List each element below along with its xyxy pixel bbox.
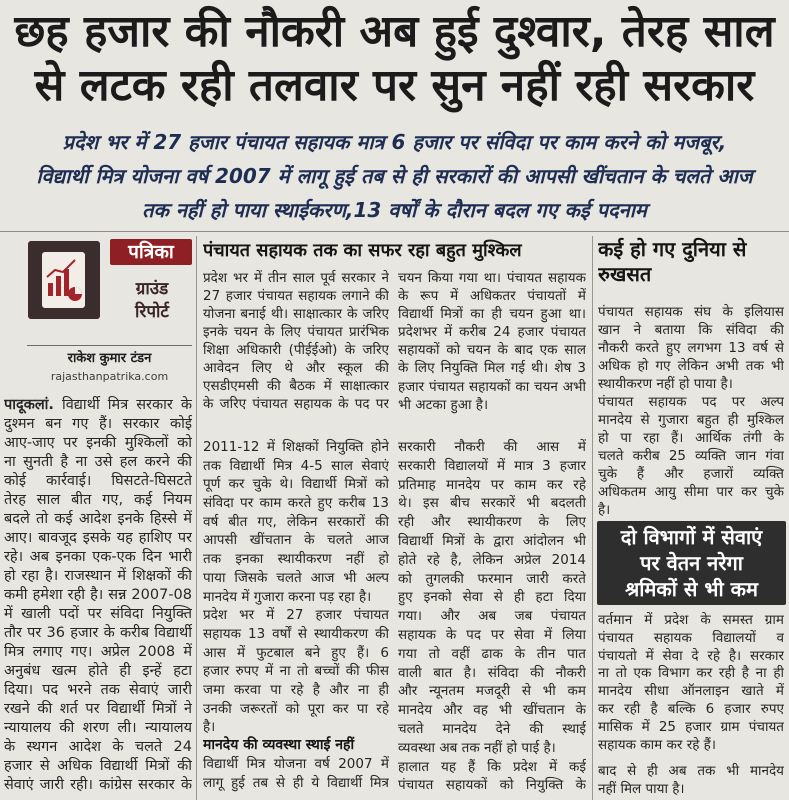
text-line: हजार रुपए में ना तो बच्चों की फीस [203,663,389,680]
text-line: चुके हैं और हजारों व्यक्ति [598,466,784,482]
text-line: उनकी जरूरतों को पूरा कर पा रहे [203,700,389,717]
column-4-bottom [598,762,784,800]
text-line: प्रदेश भर में 27 हजार पंचायत [203,607,389,624]
text-line: सहायक 13 वर्षों से स्थायीकरण की [203,625,389,642]
text-line: सहायक के पद पर सेवा में लिया [398,626,586,643]
text-line: प्रदेशभर में करीब 24 हजार पंचायत [398,324,586,341]
text-line: हालात यह हैं कि प्रदेश में कई [398,758,586,775]
text-line: आस में फुटबाल बने हुए हैं। 6 [203,644,389,661]
text-line: के जरिए पंचायत सहायक के पद पर [203,396,389,412]
section-label-line: रिपोर्ट [135,302,169,322]
byline-divider [27,345,192,346]
text-line: दुश्मन बन गए हैं। सरकार कोई [4,416,192,432]
text-line: शिक्षा अधिकारी (पीईईओ) के जरिए [203,342,389,358]
text-line: मित्र लगाए गए। अप्रेल 2008 में [4,644,192,660]
text-line: 2011-12 में शिक्षकों नियुक्ति होने [203,439,389,455]
text-line: पंचायत सहायक विद्यालयों व [598,629,784,646]
text-line: रखने की शर्त पर विद्यार्थी मित्रों ने [4,701,192,717]
text-line: और न्यूनतम मजदूरी से भी कम [398,683,586,700]
text-line: अनुबंध खत्म होते ही इन्हें हटा [4,663,192,679]
dateline: पादूकलां. [4,397,54,413]
text-line: में खाली पदों पर संविदा नियुक्ति [4,606,192,622]
text-line: मानदेय में गुजारा करना पड़ रहा है। [203,588,372,605]
text-line: आवेदन लिए थे और स्कूल की [203,360,389,376]
article-body [203,438,389,736]
column-divider [592,236,593,800]
text-line: तौर पर 36 हजार के करीब विद्यार्थी [4,625,192,641]
headline-line: छह हजार की नौकरी अब हुई दुश्वार, तेरह साल [14,6,775,57]
text-line: है। [203,719,216,736]
column-3-bottom [398,438,586,800]
text-line: 27 हजार पंचायत सहायक लगाने की [203,288,389,304]
column-divider [196,236,197,800]
text-line: हजार पंचायत सहायकों का चयन अभी [398,378,586,395]
column-2-bottom [203,755,389,800]
section-label-line: ग्राउंड [135,279,169,299]
text-line: अधिक हो गए लेकिन अभी तक भी [598,358,784,374]
column-3-top [398,269,586,421]
column-2-top [203,269,389,421]
text-line: इनके चयन के लिए पंचायत प्रारंभिक [203,324,389,340]
text-line: आपसी खींचतान के चलते आज [203,532,389,549]
reverse-heading-line: दो विभागों में सेवाएं [620,525,763,549]
text-line: पंचायत सहायक संघ के इलियास [598,304,784,320]
text-line: रहे। अब इनका एक-एक दिन भारी [4,549,192,565]
text-line: ना तो एक विभाग कर रही है ना ही [598,665,784,682]
text-line: चयन किया गया था। पंचायत सहायक [398,270,586,286]
article-body [598,762,784,798]
text-line: चलते करीब 25 व्यक्ति जान गंवा [598,448,784,464]
text-line: ना सुनती है ना उसे हल करने की [4,454,192,470]
text-line: बाद से ही अब तक भी मानदेय [598,763,784,779]
column-1 [4,396,192,800]
reverse-heading-line: पर वेतन नरेगा [640,551,743,575]
text-line: तेरह साल बीत गए, कई नियम [4,492,192,508]
ground-report-label [110,278,194,324]
patrika-logo: पत्रिका [110,239,192,265]
text-line: पंचायत सहायकों को नियुक्ति के [398,777,586,794]
column-2-middle [203,438,389,736]
text-line: दिया। पद भरने तक सेवाएं जारी [4,682,192,698]
text-line: पंचायत सहायक पद पर अल्प [598,394,784,410]
text-line: गया तो वहीं ढाक के तीन पात [398,645,586,662]
text-line: हुए इनको सेवा से ही हटा दिया [398,589,586,606]
text-line: तक इनका स्थायीकरण नहीं हो [203,551,389,568]
column-4-top [598,303,784,520]
text-line: सेवाएं जारी रही। कांग्रेस सरकार के [4,777,192,793]
text-line [4,396,192,415]
text-line: थे। इस बीच सरकारें भी बदलती [398,495,586,512]
text-line: संविदा पर काम करते हुए करीब 13 [203,495,389,512]
text-line: सरकारी नौकरी की आस में [398,439,586,455]
article-body [203,755,389,793]
text-line: होते रहे है, लेकिन अप्रेल 2014 [398,551,586,568]
text-line: सहायक काम कर रहे हैं। [598,736,716,753]
text-line: नौकरी करते हुए लगभग 13 वर्ष से [598,340,784,356]
text-line: के रूप में अधिकतर पंचायतों में [398,288,586,305]
text-line: कमी हमेशा रही है। सन्न 2007-08 [4,587,192,603]
article-body [398,269,586,414]
column-subheading: मानदेय की व्यवस्था स्थाई नहीं [203,737,355,753]
text-line: हजार से अधिक विद्यार्थी मित्रों की [4,758,192,774]
text-line: विद्यार्थी मित्रों के द्वारा आंदोलन भी [398,532,586,549]
column-4-middle [598,612,784,757]
headline-line: से लटक रही तलवार पर सुन नहीं रही सरकार [34,60,755,111]
text-line: योजना बनाई थी। साक्षात्कार के जरिए [203,306,389,322]
text-line: के लिए नियुक्ति मिल गई थी। शेष 3 [398,360,586,377]
article-body [4,415,192,795]
text-line: के स्थगन आदेश के चलते 24 [4,739,192,755]
reverse-heading-line: श्रमिकों से भी कम [625,577,758,601]
text-line: मासिक में 25 हजार ग्राम पंचायत [598,718,784,735]
text-line: स्थायीकरण नहीं हो पाया है। [598,376,733,392]
text-line: चलते मानदेय देने की स्थाई [398,720,586,737]
subheadline-line: प्रदेश भर में 27 हजार पंचायत सहायक मात्र 6 हजार पर संविदा पर काम करने को मजबूर, [62,130,727,154]
horizontal-divider [0,231,789,232]
text-line: रही और स्थायीकरण के लिए [398,514,586,531]
text-line-rest: विद्यार्थी मित्र सरकार के [61,397,192,413]
text-line: खान ने बताया कि संविदा की [598,322,784,338]
text-line: विद्यार्थी मित्र योजना वर्ष 2007 में [203,756,389,772]
subheadline-line: विद्यार्थी मित्र योजना वर्ष 2007 में लागू हुई तब से ही सरकारों की आपसी खींचतान के चलते आज [36,164,753,188]
text-line: एसडीएमसी की बैठक में साक्षात्कार [203,378,389,394]
byline-author: राकेश कुमार टंडन [67,351,152,366]
side-story-heading [598,237,786,287]
text-line: बदले तो कई आदेश इनके हिस्से में [4,511,192,527]
text-line: कोई कार्रवाई। घिसटते-घिसटते [4,473,192,489]
text-line: गया। और अब जब पंचायत [398,608,586,625]
text-line: मानदेय सीधा ऑनलाइन खाते में [598,683,784,700]
text-line: पंचायतो में सेवा दे रहे है। सरकार [598,647,784,664]
text-line: न्यायालय की शरण ली। न्यायालय [4,720,192,736]
text-line: प्रतिमाह मानदेय पर काम कर रहे [398,476,586,493]
article-body [398,438,586,795]
article-body [598,612,784,754]
reverse-heading-box [597,521,786,605]
text-line: सरकारी विद्यालयों में मात्र 3 हजार [398,457,586,474]
side-heading-line: कई हो गए दुनिया से [598,237,747,261]
story-heading: पंचायत सहायक तक का सफर रहा बहुत मुश्किल [203,240,522,261]
text-line: अधिकतम आयु सीमा पार कर चुके [598,484,784,500]
subheadline-line: तक नहीं हो पाया स्थाईकरण,13 वर्षों के दौरान बदल गए कई पदनाम [142,198,647,222]
text-line: हो पा रहा हैं। आर्थिक तंगी के [598,430,784,446]
text-line: पूर्ण कर चुके थे। विद्यार्थी मित्रों को [203,476,389,493]
text-line: मानदेय और वह भी खींचतान के [398,702,586,719]
text-line: वर्ष बीत गए, लेकिन सरकारों की [203,513,389,530]
text-line: है। [598,502,611,518]
text-line: कर रही है बल्कि 6 हजार रुपए [598,700,784,717]
text-line: को तुगलकी फरमान जारी करते [398,570,586,587]
text-line: तक विद्यार्थी मित्र 4-5 साल सेवाएं [203,457,389,474]
text-line: मानदेय से गुजारा बहुत ही मुश्किल [598,412,784,428]
text-line: आए। बावजूद इसके यह हाशिए पर [4,530,192,546]
text-line: वाली बात है। संविदा की नौकरी [398,664,586,681]
text-line: हो रहा है। राजस्थान में शिक्षकों की [4,568,192,584]
text-line: आए-जाए पर इनकी मुश्किलों को [4,435,192,451]
byline-website: rajasthanpatrika.com [50,370,169,383]
headline [0,5,789,113]
text-line: विद्यार्थी मित्रों का ही चयन हुआ था। [398,306,586,323]
article-body [598,303,784,519]
text-line: प्रदेश भर में तीन साल पूर्व सरकार ने [203,270,389,286]
text-line: जमा करवा पा रहे है और ना ही [203,681,389,698]
text-line: लागू हुई तब से ही ये विद्यार्थी मित्र [203,775,389,791]
text-line: भी अटका हुआ है। [398,396,489,413]
article-body [203,269,389,413]
report-chart-icon [28,241,100,319]
text-line: सहायकों को चयन के बाद एक साल [398,342,586,359]
text-line: नहीं मिल पाया है। [598,781,685,797]
text-line: वर्तमान में प्रदेश के समस्त ग्राम [598,612,784,628]
text-line: पाया जिसके चलते आज भी अल्प [203,569,389,586]
subheadline [8,125,781,227]
text-line: व्यवस्था अब तक नहीं हो पाई है। [398,739,556,756]
side-heading-line: रुखसत [598,262,652,286]
